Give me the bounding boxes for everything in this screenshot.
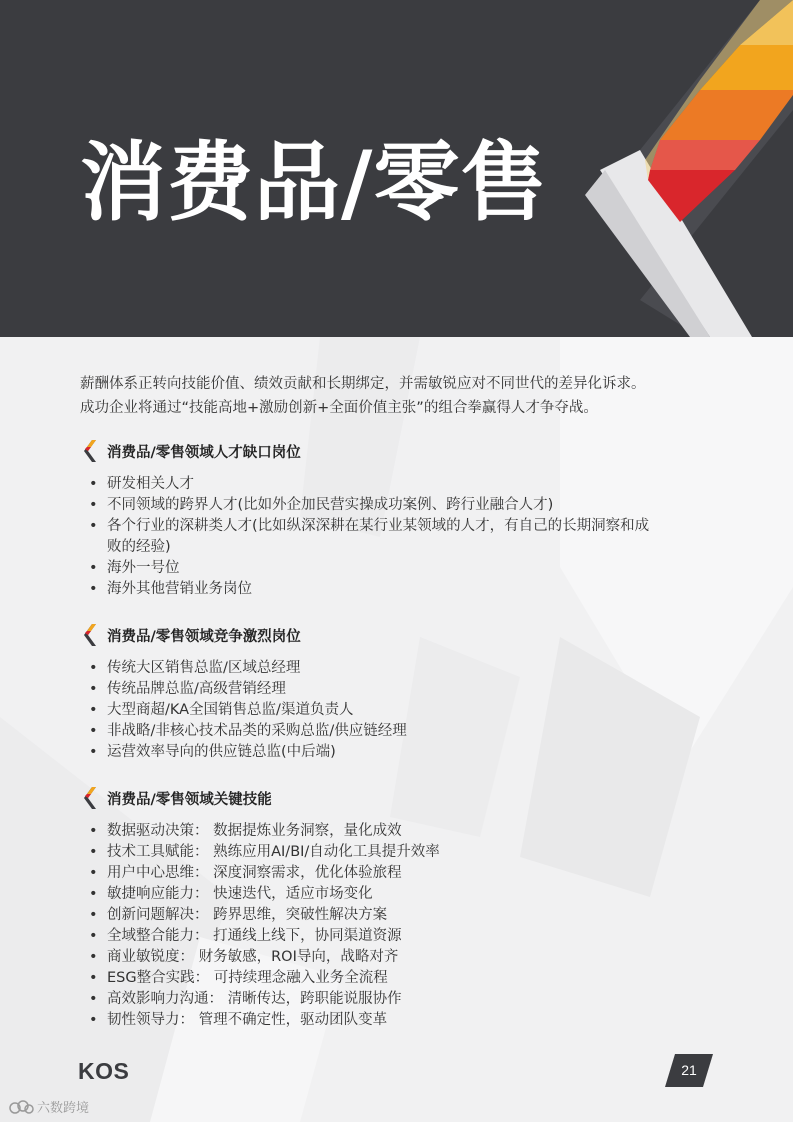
intro-line-1: 薪酬体系正转向技能价值、绩效贡献和长期绑定，并需敏锐应对不同世代的差异化诉求。 bbox=[80, 376, 646, 392]
bullet-list bbox=[80, 658, 720, 763]
list-item: • 韧性领导力： 管理不确定性，驱动团队变革 bbox=[80, 1010, 720, 1031]
list-item: • 各个行业的深耕类人才(比如纵深深耕在某行业某领域的人才，有自己的长期洞察和成 bbox=[80, 516, 720, 537]
list-item: • 技术工具赋能： 熟练应用AI/BI/自动化工具提升效率 bbox=[80, 842, 720, 863]
list-item: • 全域整合能力： 打通线上线下，协同渠道资源 bbox=[80, 926, 720, 947]
section-heading bbox=[80, 438, 720, 464]
source-watermark bbox=[8, 1097, 89, 1116]
list-item: • 大型商超/KA全国销售总监/渠道负责人 bbox=[80, 700, 720, 721]
list-item: • 传统大区销售总监/区域总经理 bbox=[80, 658, 720, 679]
kos-logo: KOS bbox=[78, 1058, 130, 1084]
list-item: • 非战略/非核心技术品类的采购总监/供应链经理 bbox=[80, 721, 720, 742]
list-item: • 海外其他营销业务岗位 bbox=[80, 579, 720, 600]
chevron-flame-icon bbox=[80, 787, 98, 809]
section-title: 消费品/零售领域人才缺口岗位 bbox=[107, 444, 301, 461]
list-item: • ESG整合实践： 可持续理念融入业务全流程 bbox=[80, 968, 720, 989]
section-title: 消费品/零售领域关键技能 bbox=[107, 791, 272, 808]
list-item: • 不同领域的跨界人才(比如外企加民营实操成功案例、跨行业融合人才) bbox=[80, 495, 720, 516]
list-item: • 数据驱动决策： 数据提炼业务洞察，量化成效 bbox=[80, 821, 720, 842]
list-item: • 研发相关人才 bbox=[80, 474, 720, 495]
list-item: • 创新问题解决： 跨界思维，突破性解决方案 bbox=[80, 905, 720, 926]
section-heading bbox=[80, 622, 720, 648]
cloud-logo-icon bbox=[8, 1099, 34, 1115]
page-title: 消费品/零售 bbox=[80, 133, 548, 233]
main-content bbox=[80, 372, 720, 1031]
watermark-text: 六数跨境 bbox=[37, 1101, 90, 1116]
list-item: • 用户中心思维： 深度洞察需求，优化体验旅程 bbox=[80, 863, 720, 884]
section-key-skills bbox=[80, 785, 720, 1031]
intro-paragraph bbox=[80, 372, 720, 420]
bullet-list bbox=[80, 474, 720, 600]
list-item: • 敏捷响应能力： 快速迭代，适应市场变化 bbox=[80, 884, 720, 905]
section-heading bbox=[80, 785, 720, 811]
section-competitive-roles bbox=[80, 622, 720, 763]
chevron-flame-icon bbox=[80, 440, 98, 462]
section-talent-gap bbox=[80, 438, 720, 600]
list-item: • 商业敏锐度： 财务敏感，ROI导向，战略对齐 bbox=[80, 947, 720, 968]
bullet-list bbox=[80, 821, 720, 1031]
list-item: • 海外一号位 bbox=[80, 558, 720, 579]
chevron-flame-icon bbox=[80, 624, 98, 646]
section-title: 消费品/零售领域竞争激烈岗位 bbox=[107, 628, 301, 645]
header-banner bbox=[0, 0, 793, 337]
page-number: 21 bbox=[681, 1062, 697, 1078]
intro-line-2: 成功企业将通过“技能高地+激励创新+全面价值主张”的组合拳赢得人才争夺战。 bbox=[80, 400, 598, 416]
list-item-continuation: 败的经验) bbox=[107, 539, 171, 555]
list-item: • 运营效率导向的供应链总监(中后端) bbox=[80, 742, 720, 763]
list-item: • 高效影响力沟通： 清晰传达，跨职能说服协作 bbox=[80, 989, 720, 1010]
list-item: • 传统品牌总监/高级营销经理 bbox=[80, 679, 720, 700]
